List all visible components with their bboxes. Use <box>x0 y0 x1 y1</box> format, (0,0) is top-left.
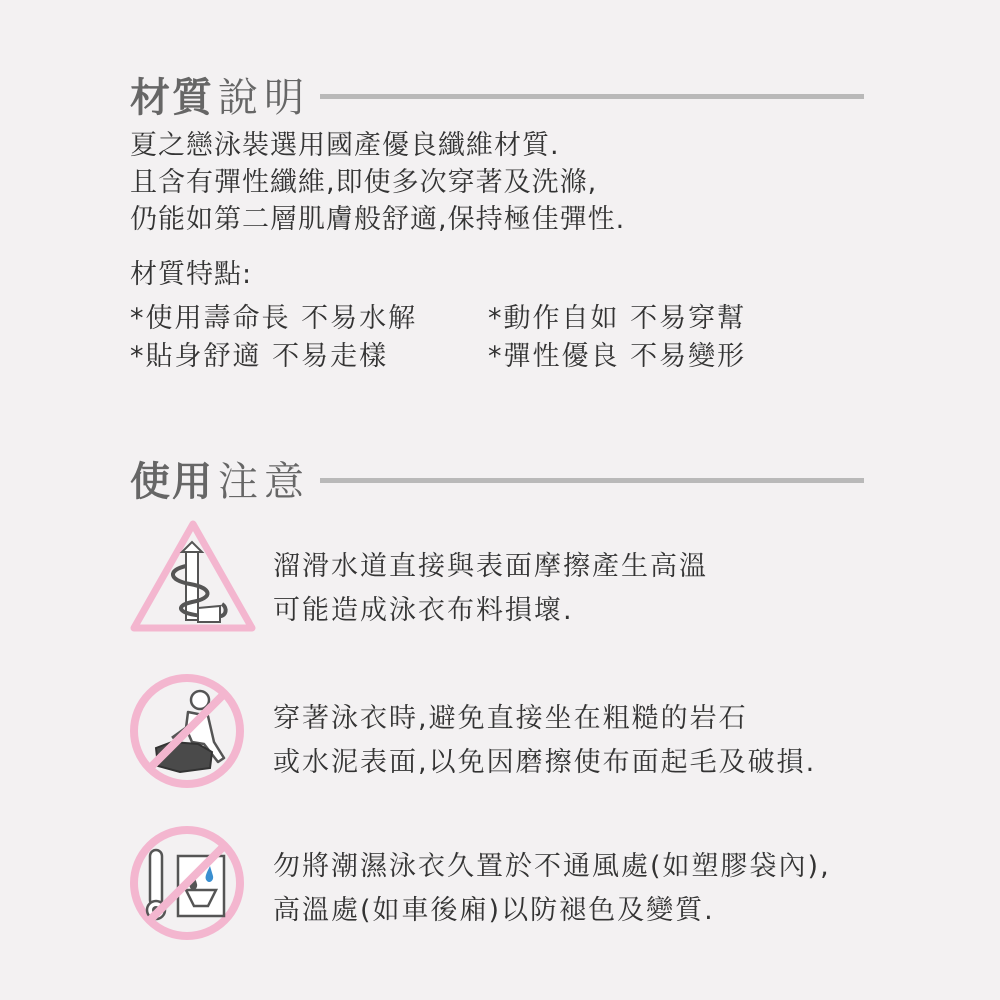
notice-text <box>273 697 816 785</box>
feature-item: *動作自如 不易穿幫 <box>488 303 747 334</box>
notice-line: 或水泥表面,以免因磨擦使布面起毛及破損. <box>273 747 817 778</box>
usage-heading-light: 注意 <box>218 459 310 505</box>
notice-line: 穿著泳衣時,避免直接坐在粗糙的岩石 <box>273 703 748 734</box>
description-line: 仍能如第二層肌膚般舒適,保持極佳彈性. <box>130 204 626 235</box>
feature-item: *使用壽命長 不易水解 <box>130 303 418 334</box>
features-title: 材質特點: <box>130 259 253 290</box>
water-slide-warning-icon <box>128 518 258 636</box>
material-heading-light: 說明 <box>218 75 310 121</box>
notice-line: 勿將潮濕泳衣久置於不通風處(如塑膠袋內), <box>273 851 831 882</box>
usage-heading <box>130 450 864 507</box>
material-heading-bold: 材質 <box>130 75 214 121</box>
heading-divider <box>320 478 864 483</box>
notice-text <box>273 545 708 633</box>
no-heat-storage-icon <box>128 824 246 942</box>
usage-heading-bold: 使用 <box>130 459 214 505</box>
notice-line: 高溫處(如車後廂)以防褪色及變質. <box>273 895 715 926</box>
notice-text <box>273 845 831 933</box>
notice-line: 可能造成泳衣布料損壞. <box>273 595 574 626</box>
feature-item: *彈性優良 不易變形 <box>488 341 747 372</box>
description-line: 夏之戀泳裝選用國產優良纖維材質. <box>130 130 560 161</box>
heading-divider <box>320 94 864 99</box>
description-line: 且含有彈性纖維,即使多次穿著及洗滌, <box>130 167 598 198</box>
material-description <box>130 127 625 238</box>
no-sitting-on-rock-icon <box>128 672 246 790</box>
feature-item: *貼身舒適 不易走樣 <box>130 341 389 372</box>
material-heading <box>130 66 864 123</box>
notice-line: 溜滑水道直接與表面摩擦產生高溫 <box>273 551 708 582</box>
